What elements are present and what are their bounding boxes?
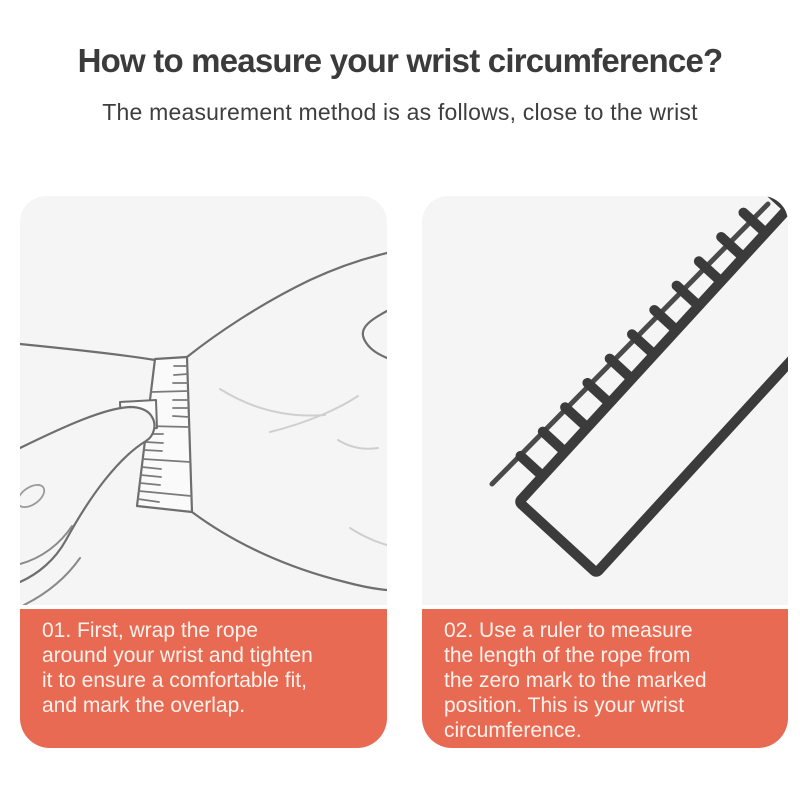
caption-line: 01. First, wrap the rope (42, 619, 258, 642)
step-1-card (20, 196, 387, 748)
caption-line: position. This is your wrist (444, 694, 685, 717)
caption-line: 02. Use a ruler to measure (444, 619, 693, 642)
caption-line: circumference. (444, 719, 582, 742)
caption-line: the length of the rope from (444, 644, 691, 667)
step-2-illustration (422, 196, 788, 605)
caption-line: the zero mark to the marked (444, 669, 707, 692)
page-title: How to measure your wrist circumference? (77, 42, 723, 79)
step-1-caption (20, 609, 387, 748)
ruler-icon (497, 196, 788, 573)
ruler-illustration (422, 196, 788, 605)
hand-shading-lines (220, 389, 387, 545)
caption-line: around your wrist and tighten (42, 644, 313, 667)
step-1-illustration (20, 196, 387, 605)
pointing-finger (20, 407, 154, 605)
step-2-caption (422, 609, 788, 748)
caption-line: and mark the overlap. (42, 694, 246, 717)
step-2-card (422, 196, 788, 748)
page-subtitle: The measurement method is as follows, close to the wrist (102, 99, 698, 125)
hand-wrist-measuring-tape-illustration (20, 196, 387, 605)
hand-outline (187, 253, 387, 590)
forearm-outline (20, 344, 155, 360)
caption-line: it to ensure a comfortable fit, (42, 669, 307, 692)
